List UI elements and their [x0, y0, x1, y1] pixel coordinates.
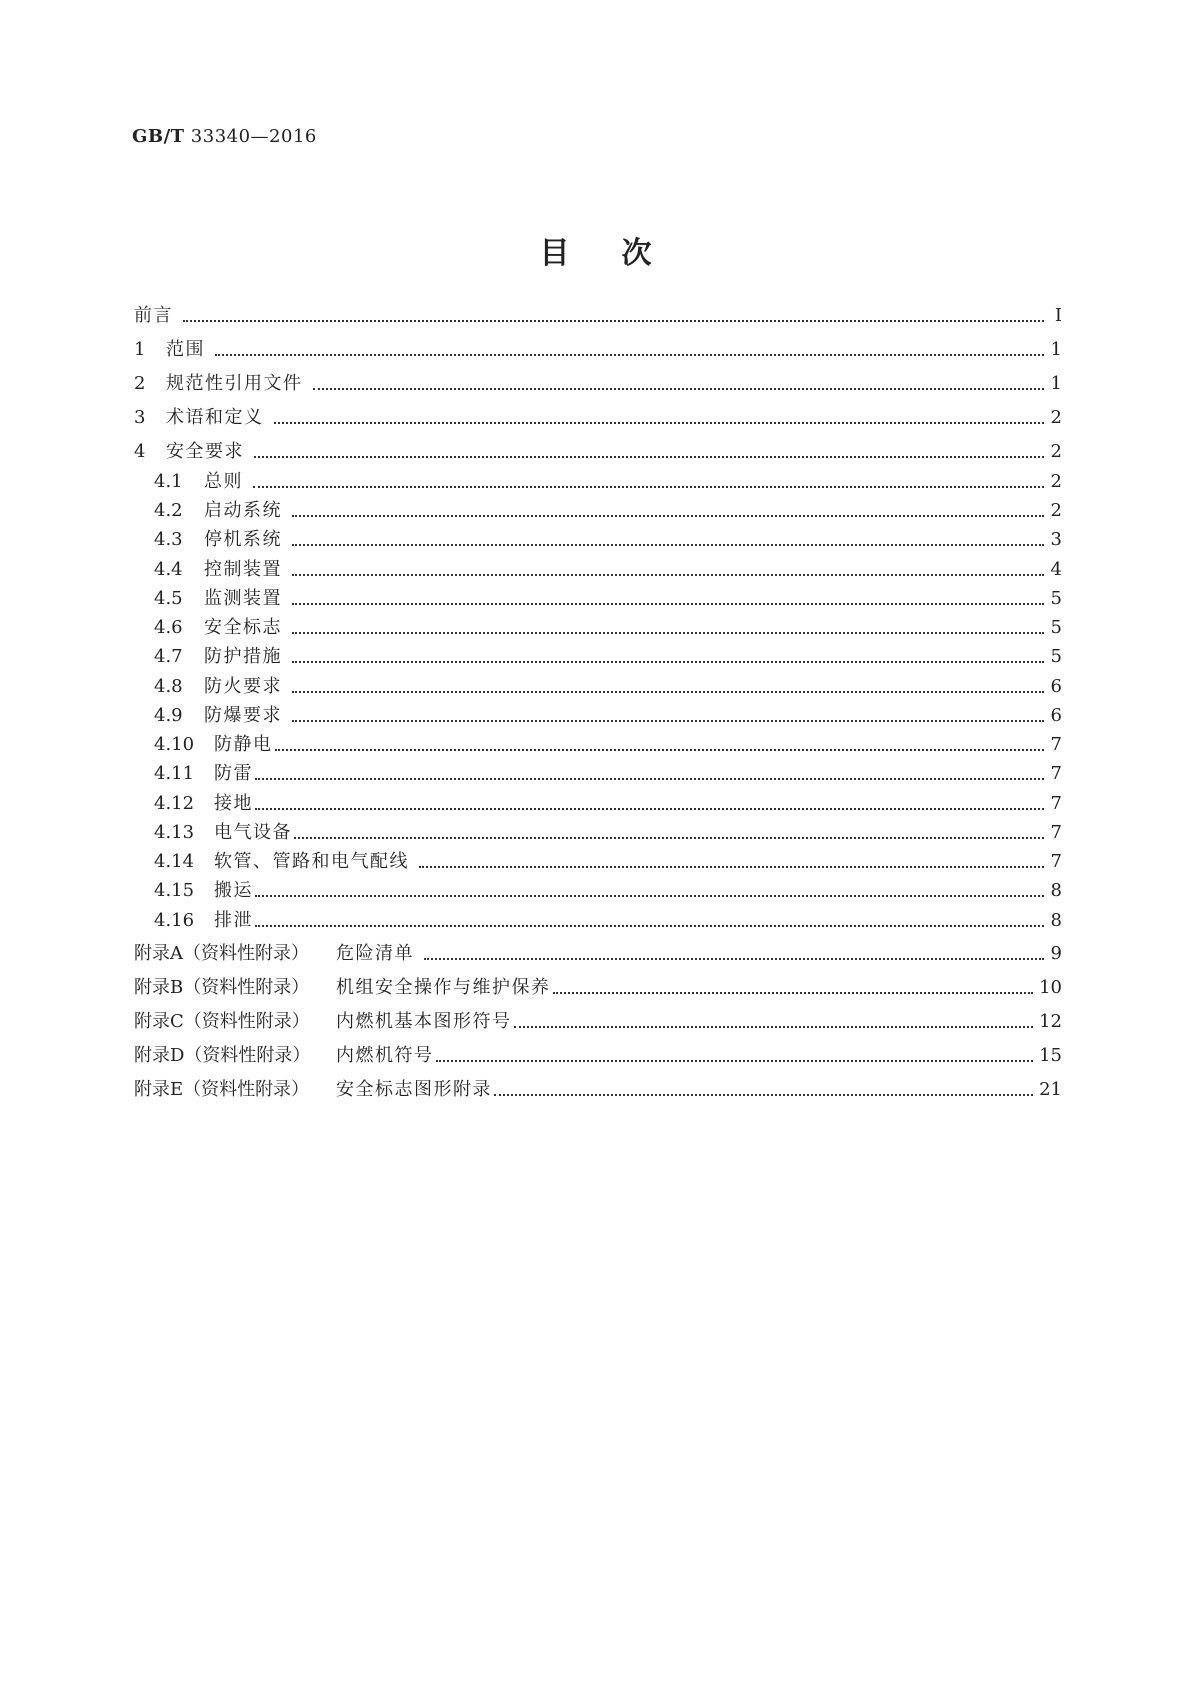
toc-page-number: 2	[1050, 407, 1062, 428]
toc-leader	[419, 866, 1044, 868]
toc-entry-1[interactable]	[134, 338, 1062, 362]
toc-entry-title: 前言	[134, 305, 173, 326]
standard-number	[132, 126, 317, 147]
toc-entry-4[interactable]	[134, 440, 1062, 464]
toc-leader	[255, 925, 1044, 927]
toc-leader	[292, 691, 1044, 693]
toc-page-number: 2	[1050, 441, 1062, 462]
toc-entry-title: 监测装置	[204, 588, 282, 609]
toc-entry-title: 停机系统	[204, 529, 282, 550]
toc-entry-number: 4.3	[154, 529, 183, 550]
toc-page-number: 10	[1039, 977, 1062, 998]
toc-entry-4-16[interactable]	[154, 909, 1062, 933]
toc-page-number: 7	[1050, 793, 1062, 814]
toc-entry-title: 范围	[166, 339, 205, 360]
toc-entry-title: 防火要求	[204, 676, 282, 697]
toc-page-number: 6	[1050, 705, 1062, 726]
toc-leader	[313, 388, 1045, 390]
toc-entry-number: 4.13	[154, 822, 195, 843]
toc-entry-number: 4.14	[154, 851, 195, 872]
toc-entry-4-2[interactable]	[154, 499, 1062, 523]
toc-entry-4-13[interactable]	[154, 821, 1062, 845]
toc-entry-number: 4.9	[154, 705, 183, 726]
toc-leader	[292, 574, 1044, 576]
toc-leader	[294, 837, 1044, 839]
toc-page-number: 5	[1050, 646, 1062, 667]
toc-entry-title: 控制装置	[204, 559, 282, 580]
toc-page-number: 7	[1050, 822, 1062, 843]
toc-leader	[275, 749, 1045, 751]
toc-leader	[253, 486, 1044, 488]
toc-entry-number: 3	[134, 407, 146, 428]
toc-entry-title: 接地	[214, 793, 253, 814]
toc-page-number: 5	[1050, 617, 1062, 638]
toc-entry-annex-b[interactable]	[134, 976, 1062, 1000]
toc-page-number: 7	[1050, 734, 1062, 755]
toc-annex-label: 附录C（资料性附录）	[134, 1011, 310, 1032]
toc-entry-title: 防雷	[214, 763, 253, 784]
toc-entry-title: 软管、管路和电气配线	[214, 851, 409, 872]
toc-entry-4-4[interactable]	[154, 558, 1062, 582]
toc-entry-number: 4.16	[154, 910, 195, 931]
standard-year: 33340—2016	[190, 126, 317, 147]
toc-annex-label: 附录B（资料性附录）	[134, 977, 310, 998]
toc-entry-title: 电气设备	[214, 822, 292, 843]
toc-entry-4-6[interactable]	[154, 616, 1062, 640]
toc-entry-title: 安全标志图形附录	[336, 1079, 492, 1100]
toc-entry-number: 1	[134, 339, 146, 360]
toc-leader	[292, 544, 1044, 546]
toc-entry-number: 4.10	[154, 734, 195, 755]
toc-leader	[183, 320, 1044, 322]
toc-leader	[215, 354, 1044, 356]
toc-annex-label: 附录E（资料性附录）	[134, 1079, 310, 1100]
toc-leader	[436, 1060, 1034, 1062]
toc-entry-4-12[interactable]	[154, 792, 1062, 816]
toc-entry-foreword[interactable]	[134, 304, 1062, 328]
toc-entry-number: 4	[134, 441, 146, 462]
toc-page-number: 12	[1039, 1011, 1062, 1032]
toc-entry-title: 术语和定义	[166, 407, 264, 428]
toc-entry-title: 规范性引用文件	[166, 373, 303, 394]
toc-entry-title: 内燃机符号	[336, 1045, 434, 1066]
toc-entry-title: 防爆要求	[204, 705, 282, 726]
toc-entry-number: 4.4	[154, 559, 183, 580]
toc-entry-4-11[interactable]	[154, 762, 1062, 786]
toc-entry-4-7[interactable]	[154, 645, 1062, 669]
toc-entry-title: 安全要求	[166, 441, 244, 462]
toc-entry-4-3[interactable]	[154, 528, 1062, 552]
toc-page-number: 8	[1050, 910, 1062, 931]
toc-leader	[494, 1094, 1033, 1096]
toc-entry-title: 总则	[204, 471, 243, 492]
toc-page-number: 2	[1050, 500, 1062, 521]
toc-entry-4-10[interactable]	[154, 733, 1062, 757]
toc-page-number: 6	[1050, 676, 1062, 697]
toc-entry-number: 4.11	[154, 763, 195, 784]
toc-entry-number: 4.8	[154, 676, 183, 697]
toc-entry-2[interactable]	[134, 372, 1062, 396]
toc-leader	[255, 778, 1044, 780]
toc-entry-4-9[interactable]	[154, 704, 1062, 728]
toc-entry-4-14[interactable]	[154, 850, 1062, 874]
toc-page-number: 21	[1039, 1079, 1062, 1100]
toc-annex-label: 附录A（资料性附录）	[134, 943, 309, 964]
toc-entry-number: 4.12	[154, 793, 195, 814]
toc-leader	[255, 895, 1044, 897]
toc-entry-3[interactable]	[134, 406, 1062, 430]
toc-page-number: 2	[1050, 471, 1062, 492]
toc-entry-number: 4.7	[154, 646, 183, 667]
toc-leader	[292, 515, 1044, 517]
toc-page-number: 7	[1050, 851, 1062, 872]
toc-leader	[514, 1026, 1034, 1028]
toc-entry-number: 4.15	[154, 880, 195, 901]
toc-entry-number: 4.5	[154, 588, 183, 609]
toc-entry-title: 搬运	[214, 880, 253, 901]
toc-page-number: 15	[1039, 1045, 1062, 1066]
toc-leader	[424, 958, 1044, 960]
toc-annex-label: 附录D（资料性附录）	[134, 1045, 311, 1066]
toc-entry-title: 机组安全操作与维护保养	[336, 977, 551, 998]
toc-page-number: 9	[1050, 943, 1062, 964]
toc-entry-number: 2	[134, 373, 146, 394]
toc-entry-annex-c[interactable]	[134, 1010, 1062, 1034]
toc-entry-title: 防护措施	[204, 646, 282, 667]
toc-page-number: 4	[1050, 559, 1062, 580]
toc-entry-title: 内燃机基本图形符号	[336, 1011, 512, 1032]
toc-leader	[255, 808, 1044, 810]
toc-page-number: 7	[1050, 763, 1062, 784]
toc-page-number: 5	[1050, 588, 1062, 609]
toc-entry-4-5[interactable]	[154, 587, 1062, 611]
toc-entry-number: 4.2	[154, 500, 183, 521]
standard-code: GB/T	[132, 126, 185, 147]
toc-entry-title: 危险清单	[336, 943, 414, 964]
toc-entry-annex-a[interactable]	[134, 942, 1062, 966]
toc-entry-number: 4.1	[154, 471, 183, 492]
toc-page-number: 1	[1050, 339, 1062, 360]
toc-page-number: Ⅰ	[1054, 305, 1062, 326]
toc-page-number: 3	[1050, 529, 1062, 550]
toc-entry-4-1[interactable]	[154, 470, 1062, 494]
toc-entry-title: 排泄	[214, 910, 253, 931]
toc-entry-annex-d[interactable]	[134, 1044, 1062, 1068]
toc-leader	[274, 422, 1045, 424]
toc-entry-4-8[interactable]	[154, 675, 1062, 699]
toc-page-number: 8	[1050, 880, 1062, 901]
toc-entry-title: 防静电	[214, 734, 273, 755]
toc-leader	[292, 632, 1044, 634]
toc-leader	[254, 456, 1044, 458]
toc-leader	[292, 720, 1044, 722]
toc-entry-annex-e[interactable]	[134, 1078, 1062, 1102]
page-title: 目次	[539, 236, 704, 271]
toc-leader	[292, 661, 1044, 663]
toc-entry-number: 4.6	[154, 617, 183, 638]
toc-entry-4-15[interactable]	[154, 879, 1062, 903]
toc-leader	[553, 992, 1034, 994]
toc-entry-title: 启动系统	[204, 500, 282, 521]
toc-leader	[292, 603, 1044, 605]
toc-entry-title: 安全标志	[204, 617, 282, 638]
toc-page-number: 1	[1050, 373, 1062, 394]
